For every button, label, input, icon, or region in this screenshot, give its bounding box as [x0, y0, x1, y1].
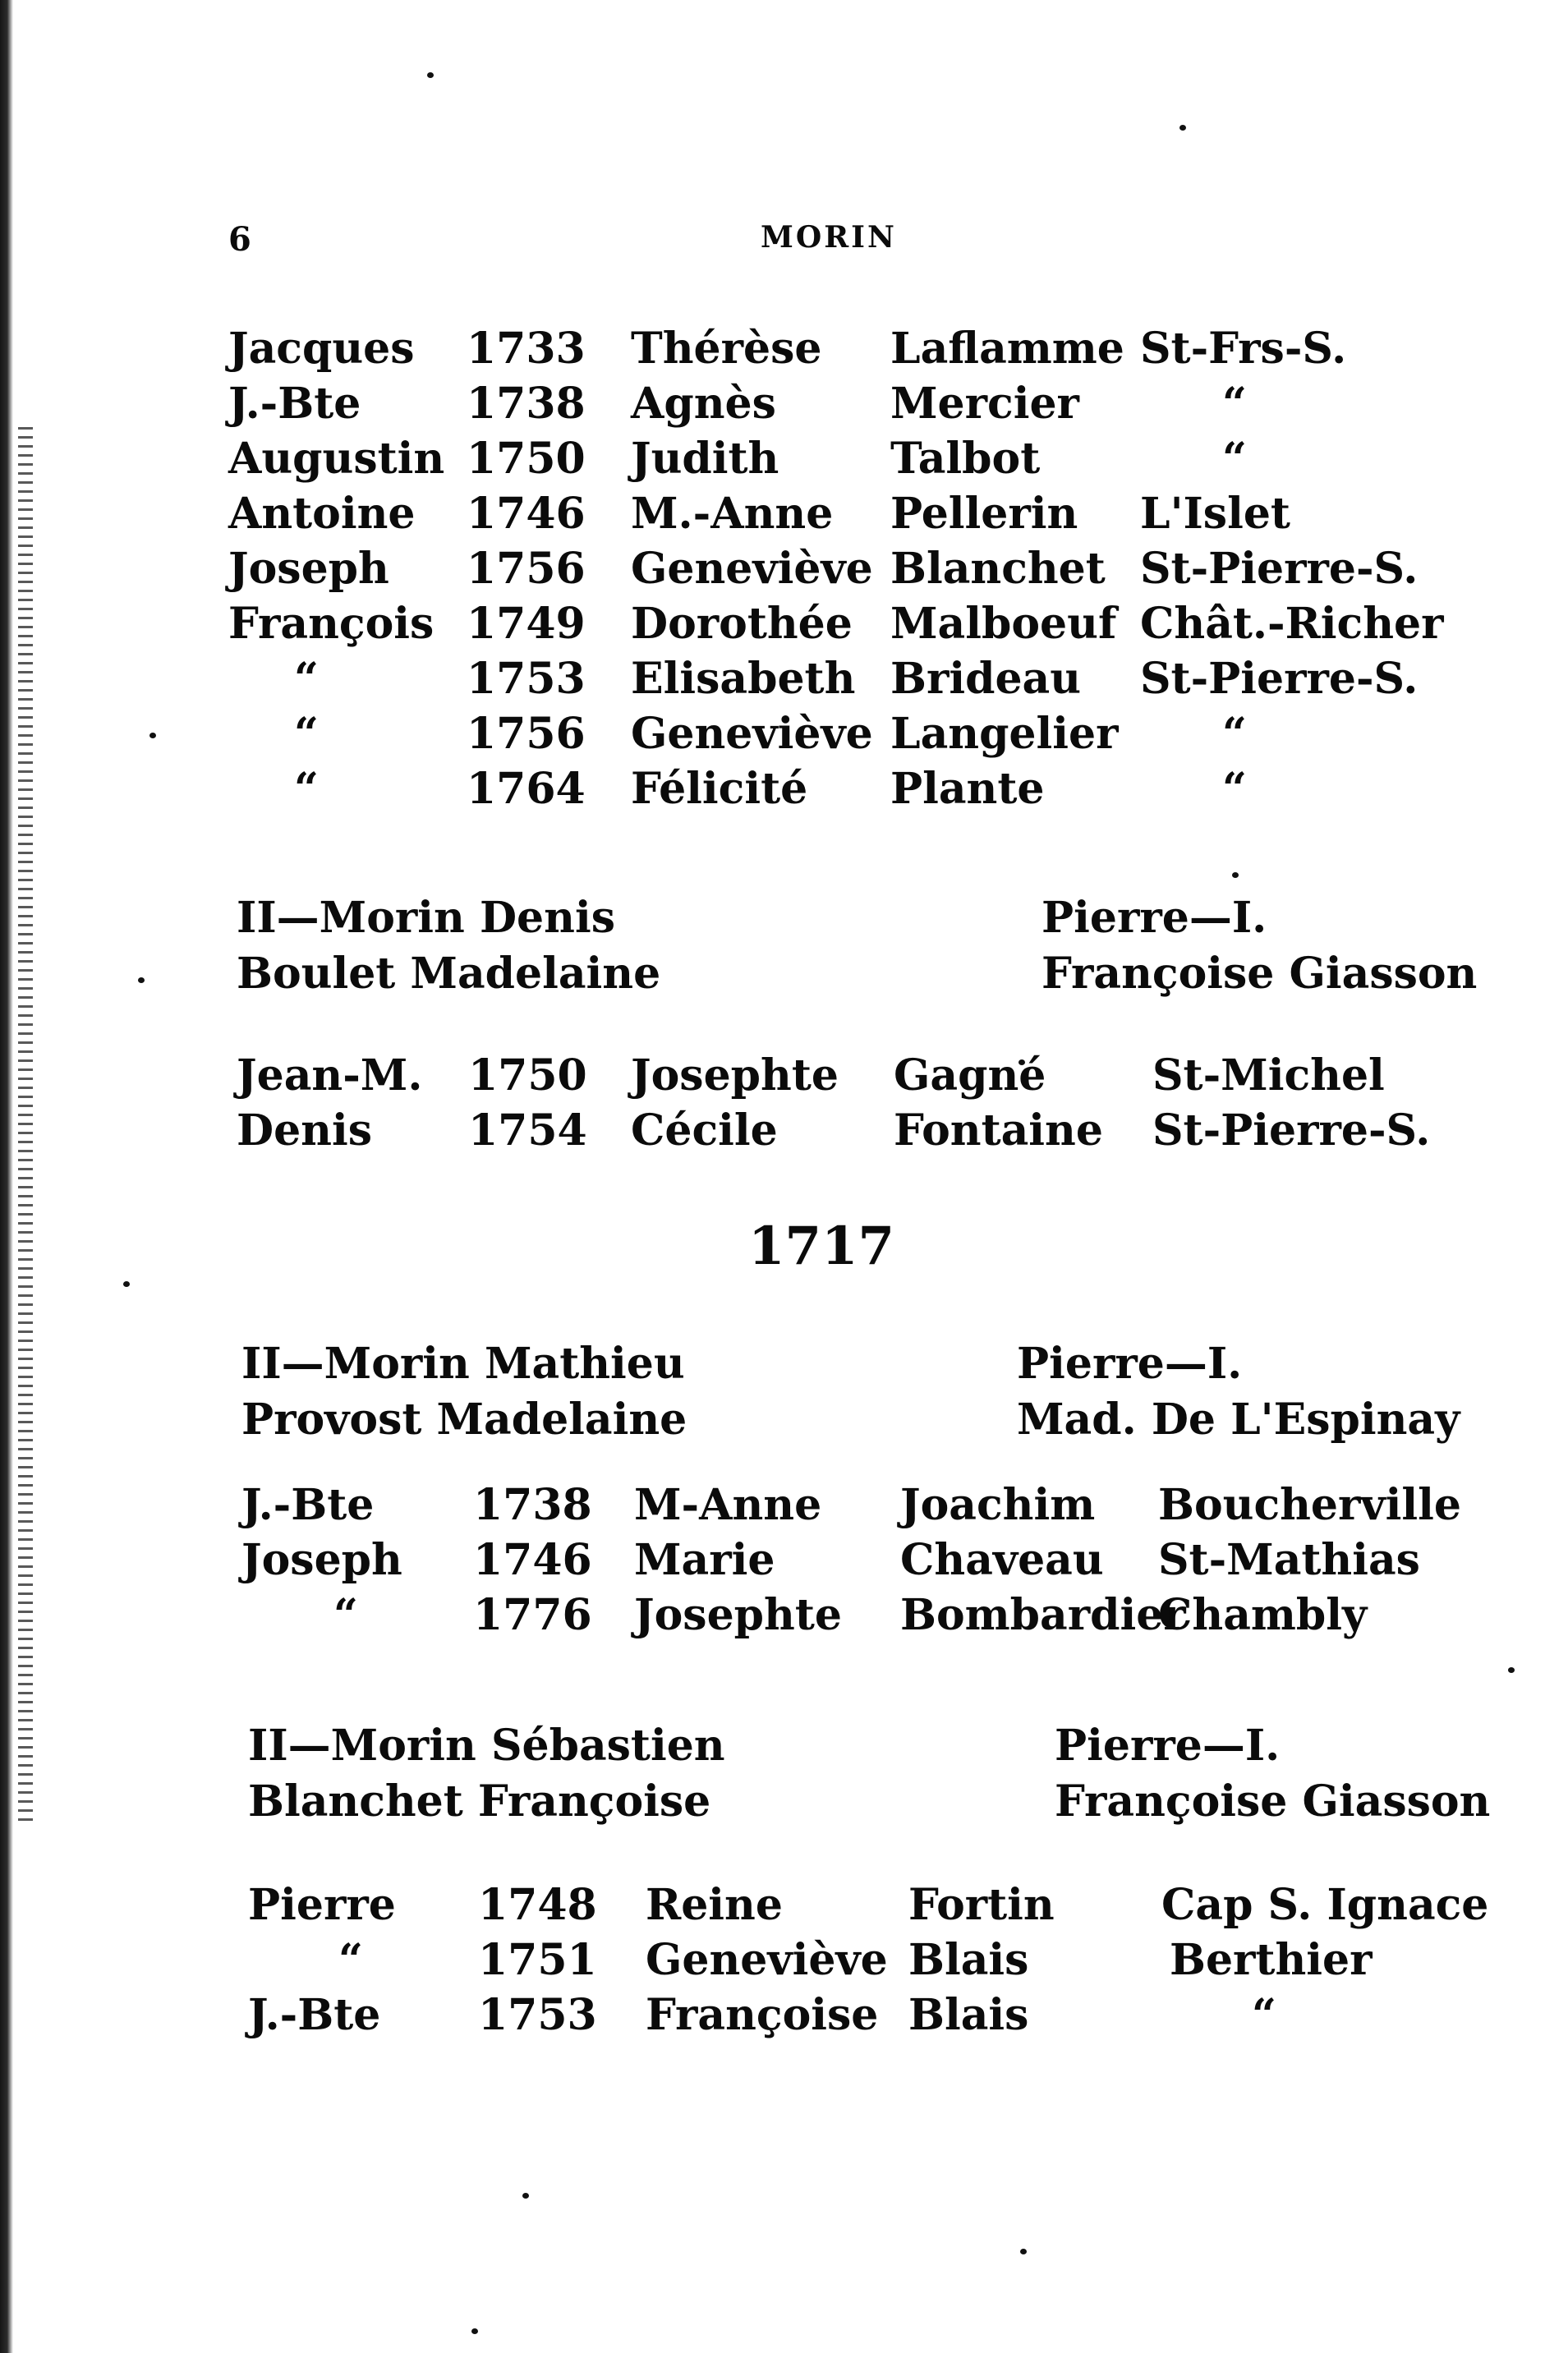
mother-name: Françoise Giasson	[1042, 949, 1478, 999]
parish: St-Pierre-S.	[1140, 544, 1419, 594]
spouse-first-name: Marie	[634, 1535, 775, 1585]
marriage-year: 1753	[467, 654, 586, 704]
binding-edge-shadow	[0, 0, 13, 2353]
running-head: MORIN	[761, 220, 897, 255]
spouse-first-name: Elisabeth	[631, 654, 856, 704]
child-name-ditto: “	[294, 709, 319, 759]
child-name: François	[228, 599, 435, 649]
parish: “	[1222, 709, 1247, 759]
husband-name: II—Morin Mathieu	[241, 1339, 685, 1389]
marriage-year: 1756	[467, 709, 586, 759]
wife-name: Provost Madelaine	[241, 1395, 687, 1445]
parish: St-Mathias	[1158, 1535, 1420, 1585]
child-name-ditto: “	[294, 764, 319, 814]
spouse-surname: Joachim	[900, 1480, 1096, 1530]
scan-speck	[138, 977, 145, 983]
parish: St-Pierre-S.	[1140, 654, 1419, 704]
spouse-surname: Laflamme	[890, 324, 1124, 374]
scan-speck	[149, 733, 156, 738]
spouse-surname: Malboeuf	[890, 599, 1117, 649]
parish: Berthier	[1170, 1935, 1373, 1985]
spouse-surname: Chaveau	[900, 1535, 1104, 1585]
child-name-ditto: “	[294, 654, 319, 704]
parish: St-Pierre-S.	[1152, 1105, 1431, 1156]
spouse-first-name: Cécile	[631, 1105, 778, 1156]
spouse-surname: Brideau	[890, 654, 1082, 704]
page-number: 6	[228, 220, 251, 259]
child-name: Jean-M.	[237, 1050, 423, 1101]
child-name: J.-Bte	[248, 1990, 381, 2040]
marriage-year: 1750	[467, 434, 586, 484]
year-heading: 1717	[747, 1216, 895, 1277]
marriage-year: 1738	[467, 379, 586, 429]
spouse-surname: Bombardier	[900, 1590, 1186, 1640]
child-name-ditto: “	[333, 1590, 358, 1640]
scan-margin-noise	[18, 427, 33, 1823]
wife-name: Boulet Madelaine	[237, 949, 661, 999]
spouse-surname: Fortin	[908, 1880, 1055, 1930]
spouse-first-name: Françoise	[646, 1990, 879, 2040]
mother-name: Françoise Giasson	[1055, 1776, 1491, 1827]
spouse-first-name: Geneviève	[646, 1935, 888, 1985]
spouse-first-name: Josephte	[634, 1590, 842, 1640]
spouse-surname: Pellerin	[890, 489, 1078, 539]
spouse-first-name: Félicité	[631, 764, 808, 814]
spouse-surname: Blais	[908, 1935, 1029, 1985]
child-name: Augustin	[228, 434, 445, 484]
spouse-first-name: Josephte	[631, 1050, 839, 1101]
parish: Chambly	[1158, 1590, 1368, 1640]
marriage-year: 1750	[468, 1050, 587, 1101]
scan-speck	[1020, 2249, 1027, 2254]
parish: L'Islet	[1140, 489, 1290, 539]
parish: St-Michel	[1152, 1050, 1385, 1101]
child-name: Joseph	[228, 544, 389, 594]
spouse-first-name: Dorothée	[631, 599, 853, 649]
scan-speck	[522, 2193, 529, 2199]
parish: St-Frs-S.	[1140, 324, 1347, 374]
wife-name: Blanchet Françoise	[248, 1776, 711, 1827]
spouse-first-name: Agnès	[631, 379, 776, 429]
child-name: Denis	[237, 1105, 373, 1156]
spouse-surname: Blais	[908, 1990, 1029, 2040]
child-name-ditto: “	[338, 1935, 363, 1985]
marriage-year: 1764	[467, 764, 586, 814]
scan-speck	[123, 1281, 130, 1287]
child-name: Pierre	[248, 1880, 396, 1930]
father-name: Pierre—I.	[1042, 893, 1267, 943]
marriage-year: 1738	[473, 1480, 592, 1530]
marriage-year: 1751	[478, 1935, 597, 1985]
child-name: Joseph	[241, 1535, 402, 1585]
spouse-surname: Langelier	[890, 709, 1119, 759]
spouse-surname: Mercier	[890, 379, 1079, 429]
parish: “	[1252, 1990, 1276, 2040]
scan-speck	[1508, 1667, 1515, 1673]
marriage-year: 1733	[467, 324, 586, 374]
scan-speck	[1179, 125, 1186, 131]
child-name: Jacques	[228, 324, 415, 374]
marriage-year: 1756	[467, 544, 586, 594]
spouse-surname: Talbot	[890, 434, 1041, 484]
spouse-first-name: M.-Anne	[631, 489, 834, 539]
marriage-year: 1754	[468, 1105, 587, 1156]
scan-speck	[427, 72, 434, 78]
spouse-surname: Plante	[890, 764, 1045, 814]
child-name: J.-Bte	[228, 379, 361, 429]
mother-name: Mad. De L'Espinay	[1017, 1395, 1460, 1445]
child-name: Antoine	[228, 489, 416, 539]
marriage-year: 1749	[467, 599, 586, 649]
scan-speck	[1232, 872, 1239, 878]
marriage-year: 1746	[473, 1535, 592, 1585]
father-name: Pierre—I.	[1017, 1339, 1243, 1389]
parish: “	[1222, 764, 1247, 814]
spouse-first-name: M-Anne	[634, 1480, 822, 1530]
spouse-first-name: Judith	[631, 434, 779, 484]
child-name: J.-Bte	[241, 1480, 375, 1530]
father-name: Pierre—I.	[1055, 1721, 1281, 1771]
marriage-year: 1776	[473, 1590, 592, 1640]
spouse-first-name: Geneviève	[631, 544, 873, 594]
spouse-first-name: Thérèse	[631, 324, 822, 374]
husband-name: II—Morin Denis	[237, 893, 615, 943]
parish: “	[1222, 379, 1247, 429]
parish: “	[1222, 434, 1247, 484]
marriage-year: 1748	[478, 1880, 597, 1930]
spouse-first-name: Geneviève	[631, 709, 873, 759]
spouse-surname: Blanchet	[890, 544, 1106, 594]
marriage-year: 1753	[478, 1990, 597, 2040]
parish: Chât.-Richer	[1140, 599, 1444, 649]
parish: Boucherville	[1158, 1480, 1461, 1530]
marriage-year: 1746	[467, 489, 586, 539]
spouse-surname: Gagné	[894, 1050, 1046, 1101]
husband-name: II—Morin Sébastien	[248, 1721, 725, 1771]
spouse-first-name: Reine	[646, 1880, 783, 1930]
parish: Cap S. Ignace	[1161, 1880, 1489, 1930]
spouse-surname: Fontaine	[894, 1105, 1103, 1156]
scan-speck	[471, 2328, 478, 2334]
